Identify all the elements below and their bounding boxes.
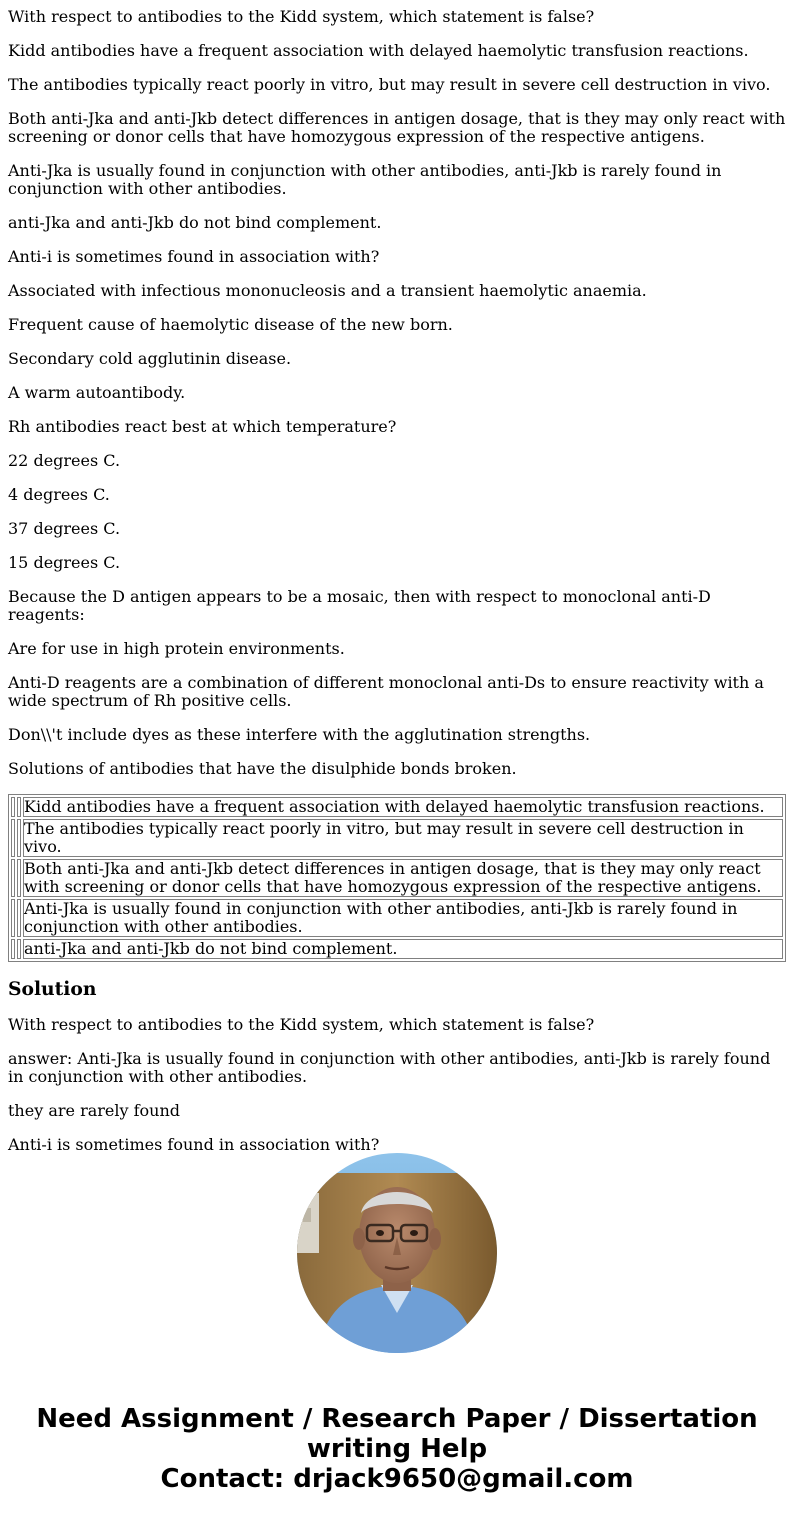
question-text: Rh antibodies react best at which temperature?: [8, 417, 397, 436]
solution-answer: answer: Anti-Jka is usually found in conjunction with other antibodies, anti-Jkb is rarely found in conjunction with other antibodies.: [8, 1049, 771, 1086]
table-row: [11, 939, 783, 959]
option-text: Solutions of antibodies that have the disulphide bonds broken.: [8, 759, 517, 778]
option-text: 4 degrees C.: [8, 485, 110, 504]
table-cell: The antibodies typically react poorly in vitro, but may result in severe cell destruction in vivo.: [23, 819, 783, 857]
option-text: Frequent cause of haemolytic disease of the new born.: [8, 315, 453, 334]
option-text: anti-Jka and anti-Jkb do not bind complement.: [8, 213, 382, 232]
question-block-2: [8, 248, 786, 402]
footer-line-2: Contact: drjack9650@gmail.com: [160, 1464, 634, 1494]
author-avatar: [297, 1153, 497, 1353]
question-block-4: [8, 588, 786, 778]
question-text: With respect to antibodies to the Kidd system, which statement is false?: [8, 7, 595, 26]
table-cell: Anti-Jka is usually found in conjunction with other antibodies, anti-Jkb is rarely found in conjunction with other antibodies.: [23, 899, 783, 937]
question-text: Because the D antigen appears to be a mosaic, then with respect to monoclonal anti-D reagents:: [8, 587, 711, 624]
solution-heading: Solution: [8, 978, 97, 1000]
question-block-3: [8, 418, 786, 572]
question-block-1: [8, 8, 786, 232]
question-text: Anti-i is sometimes found in association with?: [8, 247, 380, 266]
option-text: Associated with infectious mononucleosis and a transient haemolytic anaemia.: [8, 281, 647, 300]
option-text: Both anti-Jka and anti-Jkb detect differences in antigen dosage, that is they may only react with screening or donor cells that have homozygous expression of the respective antigens.: [8, 109, 786, 146]
table-row: [11, 859, 783, 897]
solution-question: With respect to antibodies to the Kidd system, which statement is false?: [8, 1015, 595, 1034]
table-cell: Kidd antibodies have a frequent association with delayed haemolytic transfusion reactions.: [23, 797, 783, 817]
table-cell: Both anti-Jka and anti-Jkb detect differences in antigen dosage, that is they may only react with screening or donor cells that have homozygous expression of the respective antigens.: [23, 859, 783, 897]
option-text: Don\\'t include dyes as these interfere with the agglutination strengths.: [8, 725, 591, 744]
table-row: [11, 819, 783, 857]
option-text: Are for use in high protein environments.: [8, 639, 345, 658]
footer-line-1: Need Assignment / Research Paper / Dissertation writing Help: [36, 1404, 758, 1464]
option-text: Secondary cold agglutinin disease.: [8, 349, 292, 368]
table-cell: anti-Jka and anti-Jkb do not bind complement.: [23, 939, 783, 959]
option-text: 15 degrees C.: [8, 553, 121, 572]
footer-ad: [0, 1404, 794, 1494]
table-row: [11, 797, 783, 817]
options-table: [8, 794, 786, 962]
solution-next-question: Anti-i is sometimes found in association with?: [8, 1135, 380, 1154]
option-text: The antibodies typically react poorly in vitro, but may result in severe cell destruction in vivo.: [8, 75, 771, 94]
option-text: 22 degrees C.: [8, 451, 121, 470]
solution-note: they are rarely found: [8, 1101, 181, 1120]
option-text: Kidd antibodies have a frequent association with delayed haemolytic transfusion reactions.: [8, 41, 749, 60]
option-text: Anti-D reagents are a combination of different monoclonal anti-Ds to ensure reactivity with a wide spectrum of Rh positive cells.: [8, 673, 764, 710]
option-text: 37 degrees C.: [8, 519, 121, 538]
avatar-portrait: [297, 1153, 497, 1353]
table-row: [11, 899, 783, 937]
option-text: Anti-Jka is usually found in conjunction with other antibodies, anti-Jkb is rarely found in conjunction with other antibodies.: [8, 161, 722, 198]
option-text: A warm autoantibody.: [8, 383, 186, 402]
